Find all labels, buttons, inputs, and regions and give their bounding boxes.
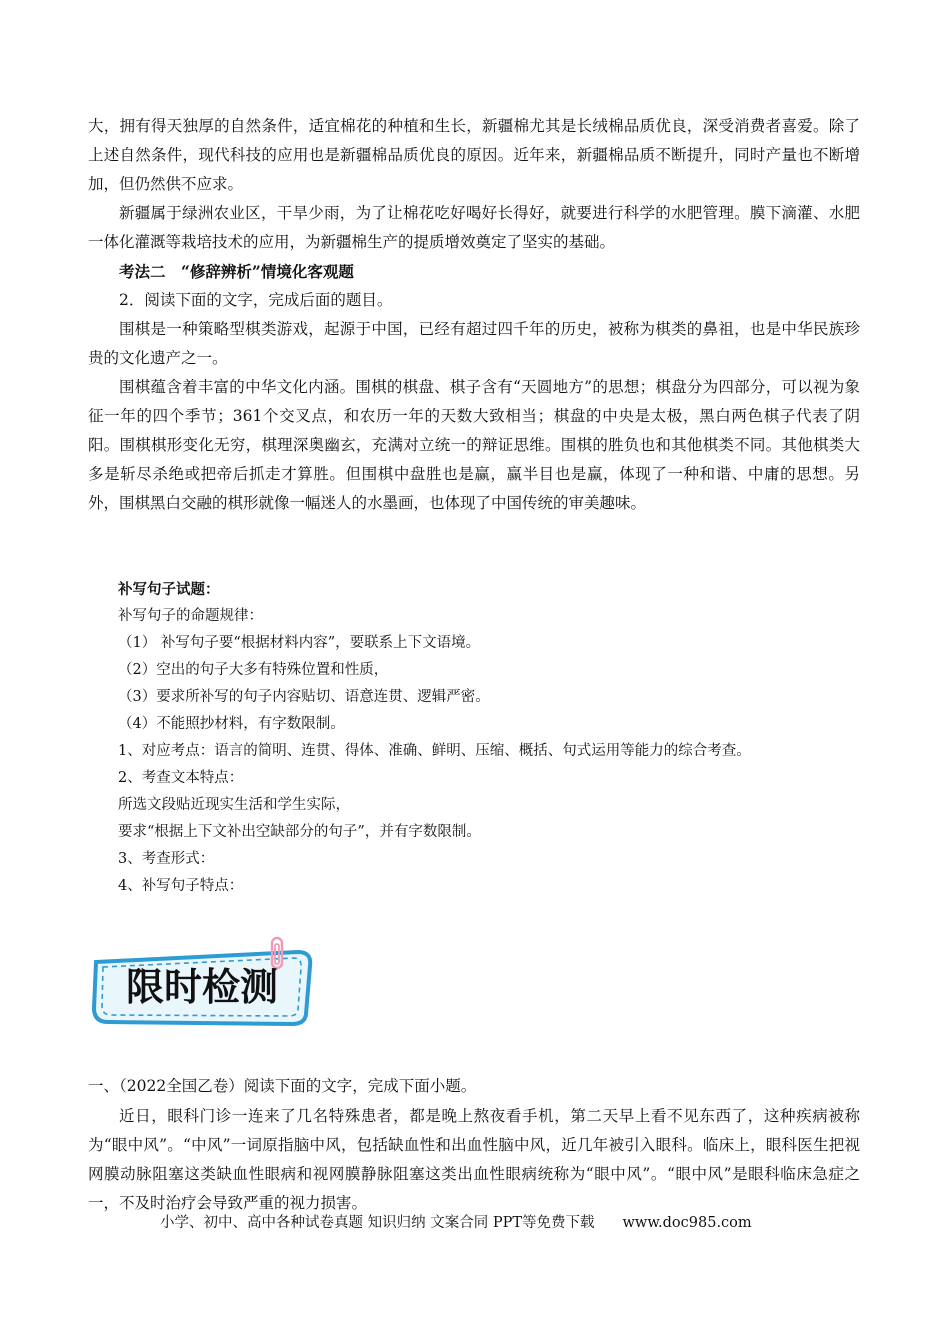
supplement-line: 1、对应考点：语言的简明、连贯、得体、准确、鲜明、压缩、概括、句式运用等能力的综合考查。 [118,743,751,759]
supplement-line: 所选文段贴近现实生活和学生实际， [118,797,350,813]
go-paragraph-2: 围棋蕴含着丰富的中华文化内涵。围棋的棋盘、棋子含有“天圆地方”的思想；棋盘分为四部分，可以视为象征一年的四个季节；361个交叉点，和农历一年的天数大致相当；棋盘的中央是太极，黑白两色棋子代表了阴阳。围棋棋形变化无穷，棋理深奥幽玄，充满对立统一的辩证思维。围棋的胜负也和其他棋类不同。其他棋类大多是斩尽杀绝或把帝后抓走才算胜。但围棋中盘胜也是赢，赢半目也是赢，体现了一种和谐、中庸的思想。另外，围棋黑白交融的棋形就像一幅迷人的水墨画，也体现了中国传统的审美趣味。 [88,378,860,512]
question-two-instruction: 2．阅读下面的文字，完成后面的题目。 [119,291,393,309]
supplement-line: 2、考查文本特点： [118,770,244,786]
supplement-line: （4）不能照抄材料，有字数限制。 [118,716,345,732]
supplement-line: （2）空出的句子大多有特殊位置和性质， [118,662,389,678]
supplement-line: 补写句子的命题规律： [118,608,263,624]
footer-url[interactable]: www.doc985.com [622,1215,752,1231]
page-footer [160,1212,860,1234]
cotton-paragraph-1: 大，拥有得天独厚的自然条件，适宜棉花的种植和生长，新疆棉尤其是长绒棉品质优良，深受消费者喜爱。除了上述自然条件，现代科技的应用也是新疆棉品质优良的原因。近年来，新疆棉品质不断提升，同时产量也不断增加，但仍然供不应求。 [88,117,860,193]
supplement-line: （1） 补写句子要“根据材料内容”，要联系上下文语境。 [118,635,481,651]
supplement-line: 4、补写句子特点： [118,878,244,894]
supplement-line: （3）要求所补写的句子内容贴切、语意连贯、逻辑严密。 [118,689,490,705]
footer-text: 小学、初中、高中各种试卷真题 知识归纳 文案合同 PPT等免费下载 [160,1215,595,1231]
cotton-paragraph-2: 新疆属于绿洲农业区，干旱少雨，为了让棉花吃好喝好长得好，就要进行科学的水肥管理。膜下滴灌、水肥一体化灌溉等栽培技术的应用，为新疆棉生产的提质增效奠定了坚实的基础。 [88,204,860,251]
supplement-line: 要求“根据上下文补出空缺部分的句子”，并有字数限制。 [118,824,481,840]
go-paragraph-1: 围棋是一种策略型棋类游戏，起源于中国，已经有超过四千年的历史，被称为棋类的鼻祖，也是中华民族珍贵的文化遗产之一。 [88,320,860,367]
banner-title: 限时检测 [125,965,279,1009]
question-one-title: 一、（2022全国乙卷）阅读下面的文字，完成下面小题。 [88,1077,477,1095]
supplement-line: 3、考查形式： [118,851,215,867]
timed-test-banner [86,936,318,1028]
method-two-heading: 考法二 “修辞辨析”情境化客观题 [119,262,354,281]
supplement-heading: 补写句子试题： [118,581,220,598]
eye-stroke-paragraph: 近日，眼科门诊一连来了几名特殊患者，都是晚上熬夜看手机，第二天早上看不见东西了，这种疾病被称为“眼中风”。“中风”一词原指脑中风，包括缺血性和出血性脑中风，近几年被引入眼科。临床上，眼科医生把视网膜动脉阻塞这类缺血性眼病和视网膜静脉阻塞这类出血性眼病统称为“眼中风”。“眼中风”是眼科临床急症之一，不及时治疗会导致严重的视力损害。 [88,1107,860,1212]
